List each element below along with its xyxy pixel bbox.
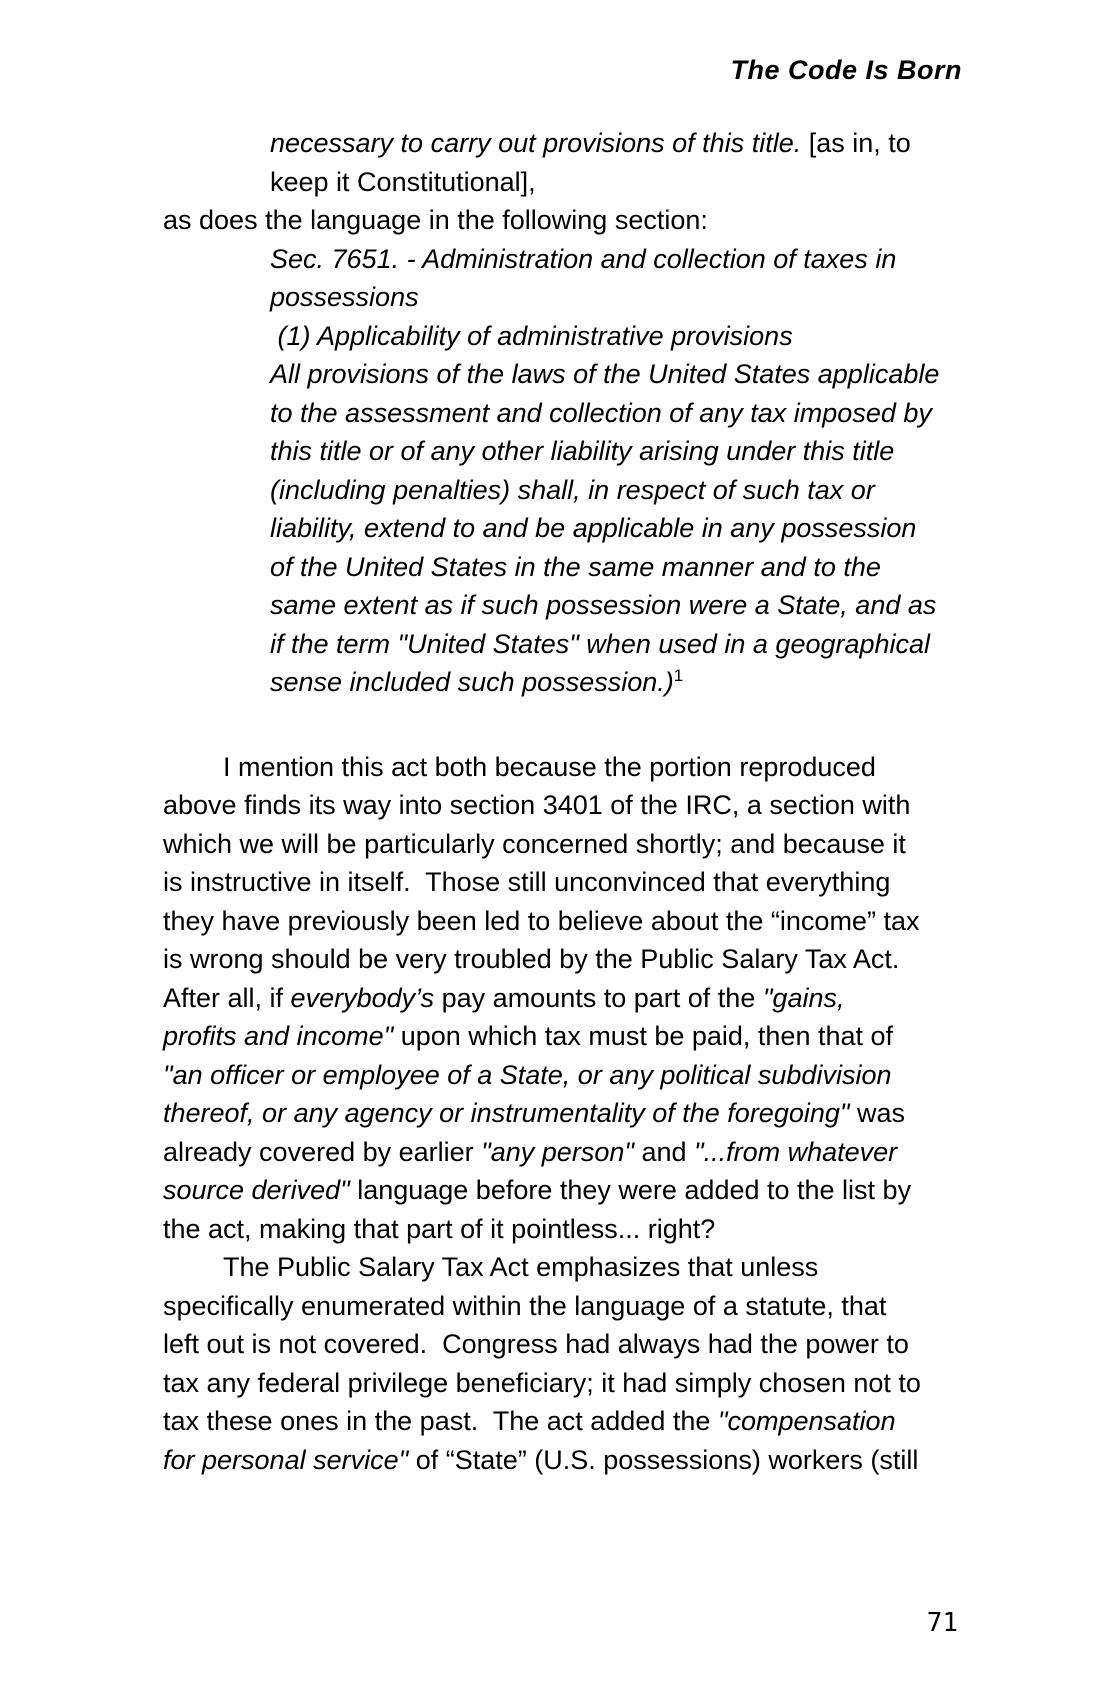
text-line [163,1133,993,1172]
text-line [163,863,993,902]
text-segment: (1) Applicability of administrative provisions [270,320,793,351]
text-segment: was [849,1098,906,1128]
page-number: 71 [926,1608,958,1638]
text-line [163,940,993,979]
text-segment: already covered by earlier [163,1136,482,1167]
text-segment: and [633,1136,694,1167]
text-line [163,1171,993,1210]
text-line [163,394,993,433]
text-line [163,1441,993,1480]
text-segment: of “State” (U.S. possessions) workers (still [408,1444,919,1475]
text-segment: possessions [270,282,419,312]
text-line [163,1094,993,1133]
text-segment: tax any federal privilege beneficiary; it had simply chosen not to [163,1367,921,1398]
text-line [163,432,993,471]
text-segment: above finds its way into section 3401 of the IRC, a section with [163,790,911,820]
text-segment: profits and income" [163,1021,394,1051]
text-line [163,124,993,163]
text-segment: left out is not covered. Congress had always had the power to [163,1329,909,1359]
text-line [163,979,993,1018]
text-segment: I mention this act both because the portion reproduced [223,751,876,782]
text-line [163,748,993,787]
text-line [163,1325,993,1364]
text-line [163,1248,993,1287]
text-line [163,586,993,625]
text-segment: "an officer or employee of a State, or any political subdivision [163,1059,892,1090]
text-segment: as does the language in the following section: [163,205,708,235]
text-segment: necessary to carry out provisions of this title. [270,128,802,158]
text-line [163,625,993,664]
text-line [163,355,993,394]
text-segment: for personal service" [163,1444,409,1475]
text-segment: upon which tax must be paid, then that of [393,1021,894,1051]
text-line [163,509,993,548]
text-line [163,786,993,825]
text-segment: same extent as if such possession were a State, and as [270,590,937,620]
text-segment: liability, extend to and be applicable in any possession [270,513,917,543]
text-line [163,201,993,240]
text-segment: After all, if [163,982,291,1013]
text-segment: specifically enumerated within the language of a statute, that [163,1290,887,1321]
page-body [163,124,993,1479]
text-line [163,1364,993,1403]
text-line [163,471,993,510]
text-segment: if the term "United States" when used in a geographical [270,628,931,659]
running-header: The Code Is Born [730,55,962,85]
text-segment: of the United States in the same manner and to the [270,551,881,582]
text-segment: keep it Constitutional], [270,166,536,197]
text-segment: tax these ones in the past. The act added the [163,1406,718,1436]
text-segment: "any person" [481,1136,634,1167]
text-line [163,1056,993,1095]
text-segment: everybody’s [290,982,435,1013]
text-line [163,1287,993,1326]
text-line [163,163,993,202]
text-line [163,548,993,587]
text-line [163,663,993,702]
text-segment: which we will be particularly concerned shortly; and because it [163,828,906,859]
text-segment: "...from whatever [694,1136,898,1167]
text-segment: this title or of any other liability arising under this title [270,436,895,466]
text-segment: pay amounts to part of the [434,982,763,1013]
text-line [163,1402,993,1441]
text-segment: All provisions of the laws of the United States applicable [270,359,940,389]
text-segment: (including penalties) shall, in respect of such tax or [270,474,875,505]
text-segment: language before they were added to the list by [349,1175,912,1205]
text-line [163,902,993,941]
text-line [163,1017,993,1056]
text-line [163,240,993,279]
text-segment: sense included such possession.) [270,667,674,697]
text-segment: they have previously been led to believe about the “income” tax [163,905,920,936]
text-line [163,278,993,317]
text-segment: "compensation [717,1406,896,1436]
text-segment: to the assessment and collection of any tax imposed by [270,397,932,428]
text-segment: is instructive in itself. Those still unconvinced that everything [163,867,891,897]
text-segment: the act, making that part of it pointless... right? [163,1213,716,1244]
text-segment: Sec. 7651. - Administration and collection of taxes in [270,243,897,274]
text-segment: thereof, or any agency or instrumentality of the foregoing" [163,1098,850,1128]
text-segment: The Public Salary Tax Act emphasizes that unless [223,1252,819,1282]
text-segment: source derived" [163,1175,350,1205]
text-line [163,825,993,864]
text-segment: [as in, to [801,128,911,158]
text-line [163,1210,993,1249]
text-segment: is wrong should be very troubled by the Public Salary Tax Act. [163,944,900,974]
footnote-ref: 1 [673,666,684,685]
text-line [163,317,993,356]
text-segment: "gains, [762,982,845,1013]
